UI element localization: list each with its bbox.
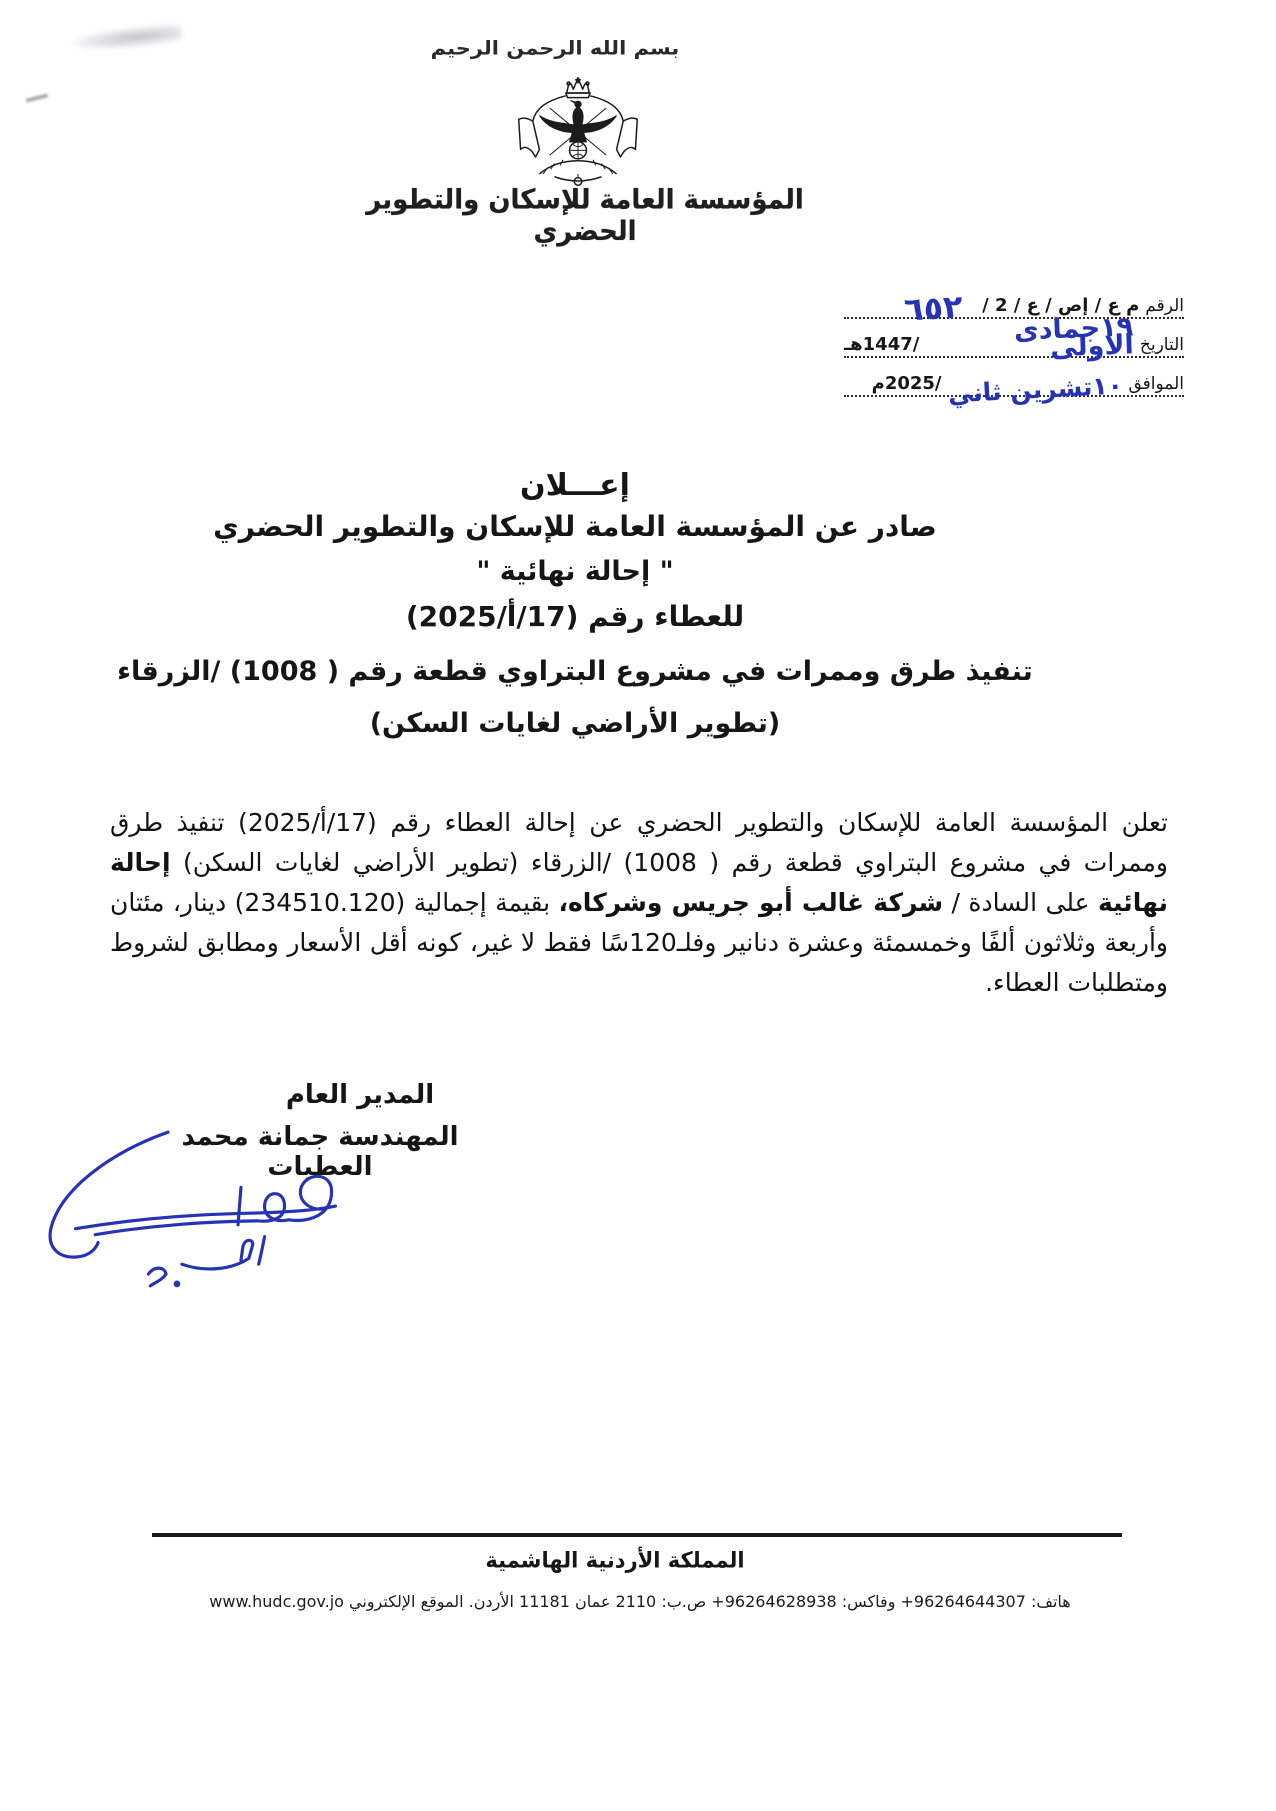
- signer-name: المهندسة جمانة محمد العطيات: [181, 1122, 459, 1182]
- signature-ink: [38, 1126, 373, 1298]
- project-title-line1: تنفيذ طرق وممرات في مشروع البتراوي قطعة رقم ( 1008) /الزرقاء: [117, 656, 1033, 687]
- ref-date-printed: /1447هـ: [844, 334, 920, 355]
- body-seg1: تعلن المؤسسة العامة للإسكان والتطوير الحضري عن إحالة العطاء رقم (17/أ/2025) تنفيذ طرق وممرات في مشروع البتراوي قطعة رقم ( 1008) /الزرقاء (تطوير الأراضي لغايات السكن): [110, 808, 1169, 877]
- ref-matching-line: [844, 358, 1184, 409]
- jordan-coat-of-arms-icon: [498, 76, 658, 193]
- reference-block: [844, 280, 1184, 409]
- footer-contact-line: هاتف: 96264644307+ وفاكس: 96264628938+ ص.ب: 2110 عمان 11181 الأردن. الموقع الإلكتروني www.hudc.gov.jo: [209, 1592, 1071, 1611]
- footer-kingdom-calligraphy: المملكة الأردنية الهاشمية: [485, 1547, 745, 1573]
- ref-number-label: الرقم: [1145, 296, 1184, 316]
- ref-matching-handwritten: ١٠تشرين ثاني: [946, 370, 1124, 409]
- body-seg3: على السادة /: [943, 888, 1098, 917]
- ref-number-handwritten: ٦٥٢: [902, 287, 964, 329]
- ref-date-handwritten: ١٩جمادى الاولى: [1013, 311, 1135, 364]
- body-seg5: بقيمة إجمالية (234510.120) دينار، مئتان وأربعة وثلاثون ألفًا وخمسمئة وعشرة دنانير وفلـ120سًا فقط لا غير، كونه أقل الأسعار ومطابق لشروط ومتطلبات العطاء.: [110, 888, 1168, 997]
- ref-date-line: [844, 311, 1184, 364]
- org-name-calligraphy: المؤسسة العامة للإسكان والتطوير الحضري: [366, 184, 804, 248]
- scan-mark: [26, 93, 48, 102]
- footer-divider: [152, 1533, 1122, 1537]
- announcement-issuer: صادر عن المؤسسة العامة للإسكان والتطوير الحضري: [213, 510, 937, 543]
- ref-matching-label: الموافق: [1128, 374, 1184, 394]
- body-paragraph: [110, 803, 1168, 1003]
- tender-number-line: للعطاء رقم (17/أ/2025): [405, 600, 745, 633]
- ref-number-line: [844, 280, 1184, 329]
- scan-smudge: [71, 22, 182, 53]
- ref-matching-printed: /2025م: [871, 373, 942, 394]
- ref-date-label: التاريخ: [1139, 335, 1184, 355]
- bismillah-calligraphy: بسم الله الرحمن الرحيم: [430, 37, 680, 59]
- announcement-title: إعـــلان: [520, 468, 630, 503]
- signer-title: المدير العام: [285, 1080, 435, 1110]
- body-award-type-bold: إحالة نهائية: [110, 848, 1168, 917]
- body-company-bold: شركة غالب أبو جريس وشركاه،: [558, 888, 944, 917]
- award-type-line: " إحالة نهائية ": [476, 556, 674, 587]
- ref-number-printed: م ع / إص / ع / 2 /: [982, 295, 1140, 316]
- project-title-line2: (تطوير الأراضي لغايات السكن): [369, 708, 781, 739]
